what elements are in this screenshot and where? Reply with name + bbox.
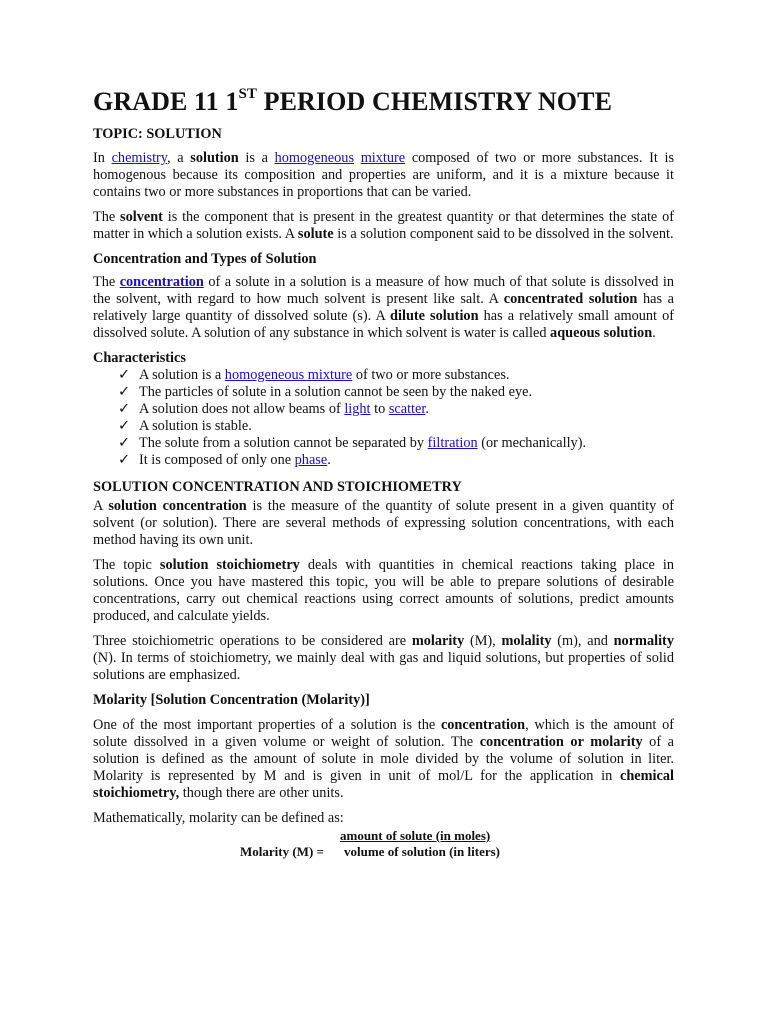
checkmark-icon: ✓	[118, 401, 130, 417]
list-item: ✓ A solution is a homogeneous mixture of two or more substances.	[118, 367, 510, 383]
link-filtration[interactable]: filtration	[427, 435, 478, 451]
link-phase[interactable]: phase	[294, 452, 328, 468]
solvent-paragraph: The solvent is the component that is present in the greatest quantity or that determines the state of matter in which a solution exists. A solute is a solution component said to be dissolved in the solvent.	[93, 209, 674, 242]
title-text: GRADE 11 1	[93, 87, 239, 116]
link-homogeneous-mixture[interactable]: homogeneous mixture	[224, 367, 353, 383]
list-item: ✓ The solute from a solution cannot be separated by filtration (or mechanically).	[118, 435, 587, 451]
solution-concentration-paragraph: A solution concentration is the measure of the quantity of solute present in a given quantity of solvent (or solution). There are several methods of expressing solution concentrations, with each method having its own unit.	[93, 498, 674, 548]
topic-heading: TOPIC: SOLUTION	[93, 126, 222, 142]
link-chemistry[interactable]: chemistry	[111, 150, 168, 166]
intro-paragraph: In chemistry, a solution is a homogeneous mixture composed of two or more substances. It is homogenous because its composition and properties are uniform, and it is a mixture because it contains two or more substances in proportions that can be varied.	[93, 150, 675, 200]
characteristics-list	[93, 367, 674, 469]
concentration-heading: Concentration and Types of Solution	[93, 251, 317, 267]
formula-denominator: volume of solution (in liters)	[344, 844, 500, 859]
molarity-formula	[93, 827, 674, 861]
list-item: ✓ A solution does not allow beams of light to scatter.	[118, 401, 429, 417]
concentration-paragraph: The concentration of a solute in a solution is a measure of how much of that solute is dissolved in the solvent, with regard to how much solvent is present like salt. A concentrated solution has a relatively large quantity of dissolved solute (s). A dilute solution has a relatively small amount of dissolved solute. A solution of any substance in which solvent is water is called aqueous solution.	[93, 274, 674, 341]
link-scatter[interactable]: scatter	[388, 401, 426, 417]
characteristics-heading: Characteristics	[93, 350, 186, 366]
title-text-rest: PERIOD CHEMISTRY NOTE	[257, 87, 613, 116]
list-item: ✓ It is composed of only one phase.	[118, 452, 331, 468]
list-item: ✓ A solution is stable.	[118, 418, 252, 434]
checkmark-icon: ✓	[118, 367, 130, 383]
link-mixture[interactable]: mixture	[360, 150, 406, 166]
title-superscript: ST	[238, 86, 258, 102]
math-intro: Mathematically, molarity can be defined as:	[93, 810, 344, 826]
checkmark-icon: ✓	[118, 418, 130, 434]
link-light[interactable]: light	[344, 401, 371, 417]
list-item: ✓ The particles of solute in a solution cannot be seen by the naked eye.	[118, 384, 533, 400]
link-homogeneous[interactable]: homogeneous	[274, 150, 355, 166]
stoichiometry-heading: SOLUTION CONCENTRATION AND STOICHIOMETRY	[93, 479, 462, 495]
molarity-paragraph: One of the most important properties of a solution is the concentration, which is the amount of solute dissolved in a given volume or weight of solution. The concentration or molarity of a solution is defined as the amount of solute in mole divided by the volume of solution in liter. Molarity is represented by M and is given in unit of mol/L for the application in chemical stoichiometry, though there are other units.	[93, 717, 674, 801]
checkmark-icon: ✓	[118, 435, 130, 451]
link-concentration[interactable]: concentration	[119, 274, 204, 290]
checkmark-icon: ✓	[118, 384, 130, 400]
formula-lhs: Molarity (M) =	[240, 844, 324, 859]
checkmark-icon: ✓	[118, 452, 130, 468]
page-title	[93, 84, 674, 120]
molarity-heading: Molarity [Solution Concentration (Molarity)]	[93, 692, 370, 708]
solution-stoichiometry-paragraph: The topic solution stoichiometry deals with quantities in chemical reactions taking place in solutions. Once you have mastered this topic, you will be able to prepare solutions of desirable concentrations, carry out chemical reactions using correct amounts of solutions, predict amounts produced, and calculate yields.	[93, 557, 674, 624]
operations-paragraph: Three stoichiometric operations to be considered are molarity (M), molality (m), and normality (N). In terms of stoichiometry, we mainly deal with gas and liquid solutions, but properties of solid solutions are emphasized.	[93, 633, 674, 683]
formula-numerator: amount of solute (in moles)	[340, 828, 491, 843]
